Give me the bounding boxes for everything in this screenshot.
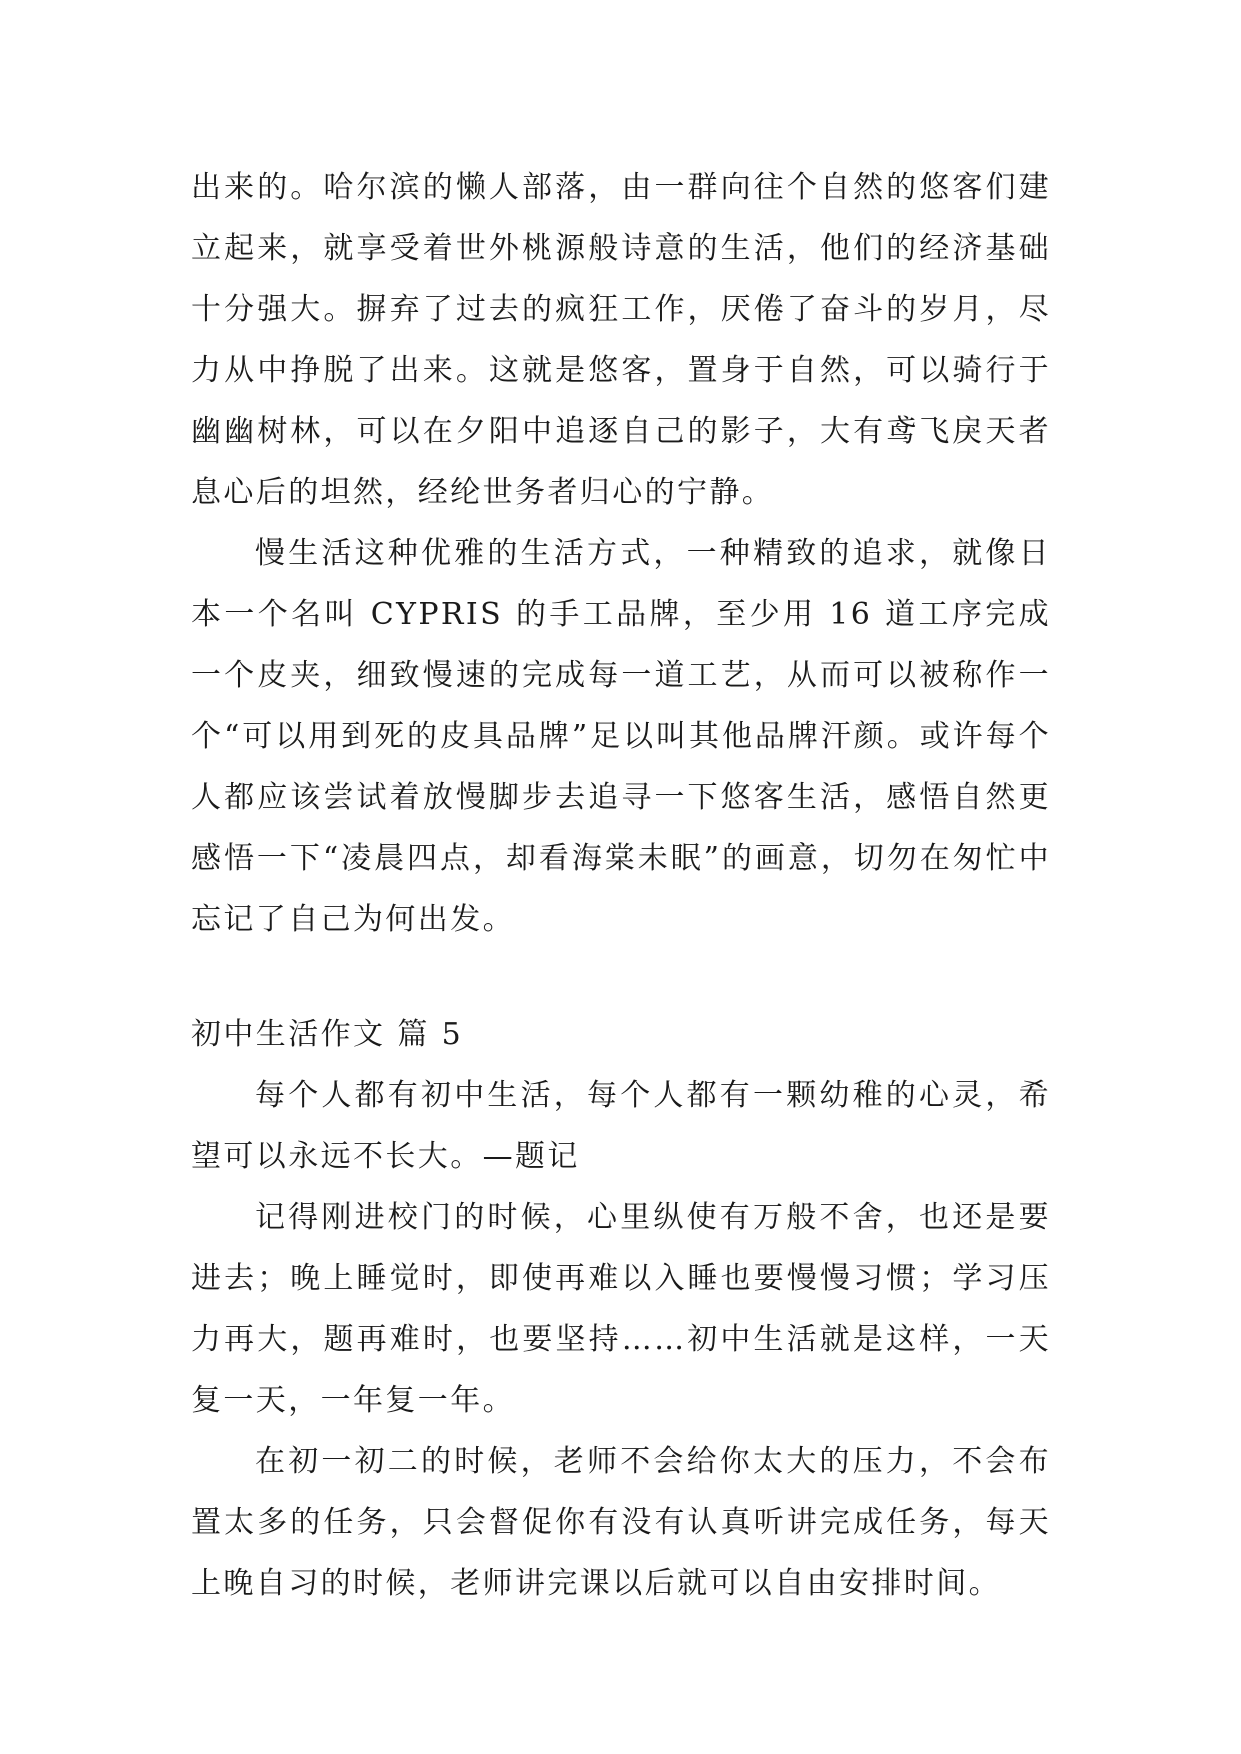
paragraph-grade-one-two: 在初一初二的时候，老师不会给你太大的压力，不会布置太多的任务，只会督促你有没有认真听讲完成任务，每天上晚自习的时候，老师讲完课以后就可以自由安排时间。	[191, 1444, 1051, 1601]
document-body	[191, 157, 1051, 1614]
paragraph-school-entry: 记得刚进校门的时候，心里纵使有万般不舍，也还是要进去；晚上睡觉时，即使再难以入睡也要慢慢习惯；学习压力再大，题再难时，也要坚持……初中生活就是这样，一天复一天，一年复一年。	[191, 1200, 1051, 1418]
paragraph-continued: 出来的。哈尔滨的懒人部落，由一群向往个自然的悠客们建立起来，就享受着世外桃源般诗意的生活，他们的经济基础十分强大。摒弃了过去的疯狂工作，厌倦了奋斗的岁月，尽力从中挣脱了出来。这就是悠客，置身于自然，可以骑行于幽幽树林，可以在夕阳中追逐自己的影子，大有鸢飞戾天者息心后的坦然，经纶世务者归心的宁静。	[191, 170, 1051, 510]
section-heading: 初中生活作文 篇 5	[191, 1017, 464, 1052]
paragraph-slow-life: 慢生活这种优雅的生活方式，一种精致的追求，就像日本一个名叫 CYPRIS 的手工品牌，至少用 16 道工序完成一个皮夹，细致慢速的完成每一道工艺，从而可以被称作一个“可以用到死的皮具品牌”足以叫其他品牌汗颜。或许每个人都应该尝试着放慢脚步去追寻一下悠客生活，感悟自然更感悟一下“凌晨四点，却看海棠未眠”的画意，切勿在匆忙中忘记了自己为何出发。	[191, 536, 1051, 937]
paragraph-epigraph: 每个人都有初中生活，每个人都有一颗幼稚的心灵，希望可以永远不长大。—题记	[191, 1078, 1051, 1174]
